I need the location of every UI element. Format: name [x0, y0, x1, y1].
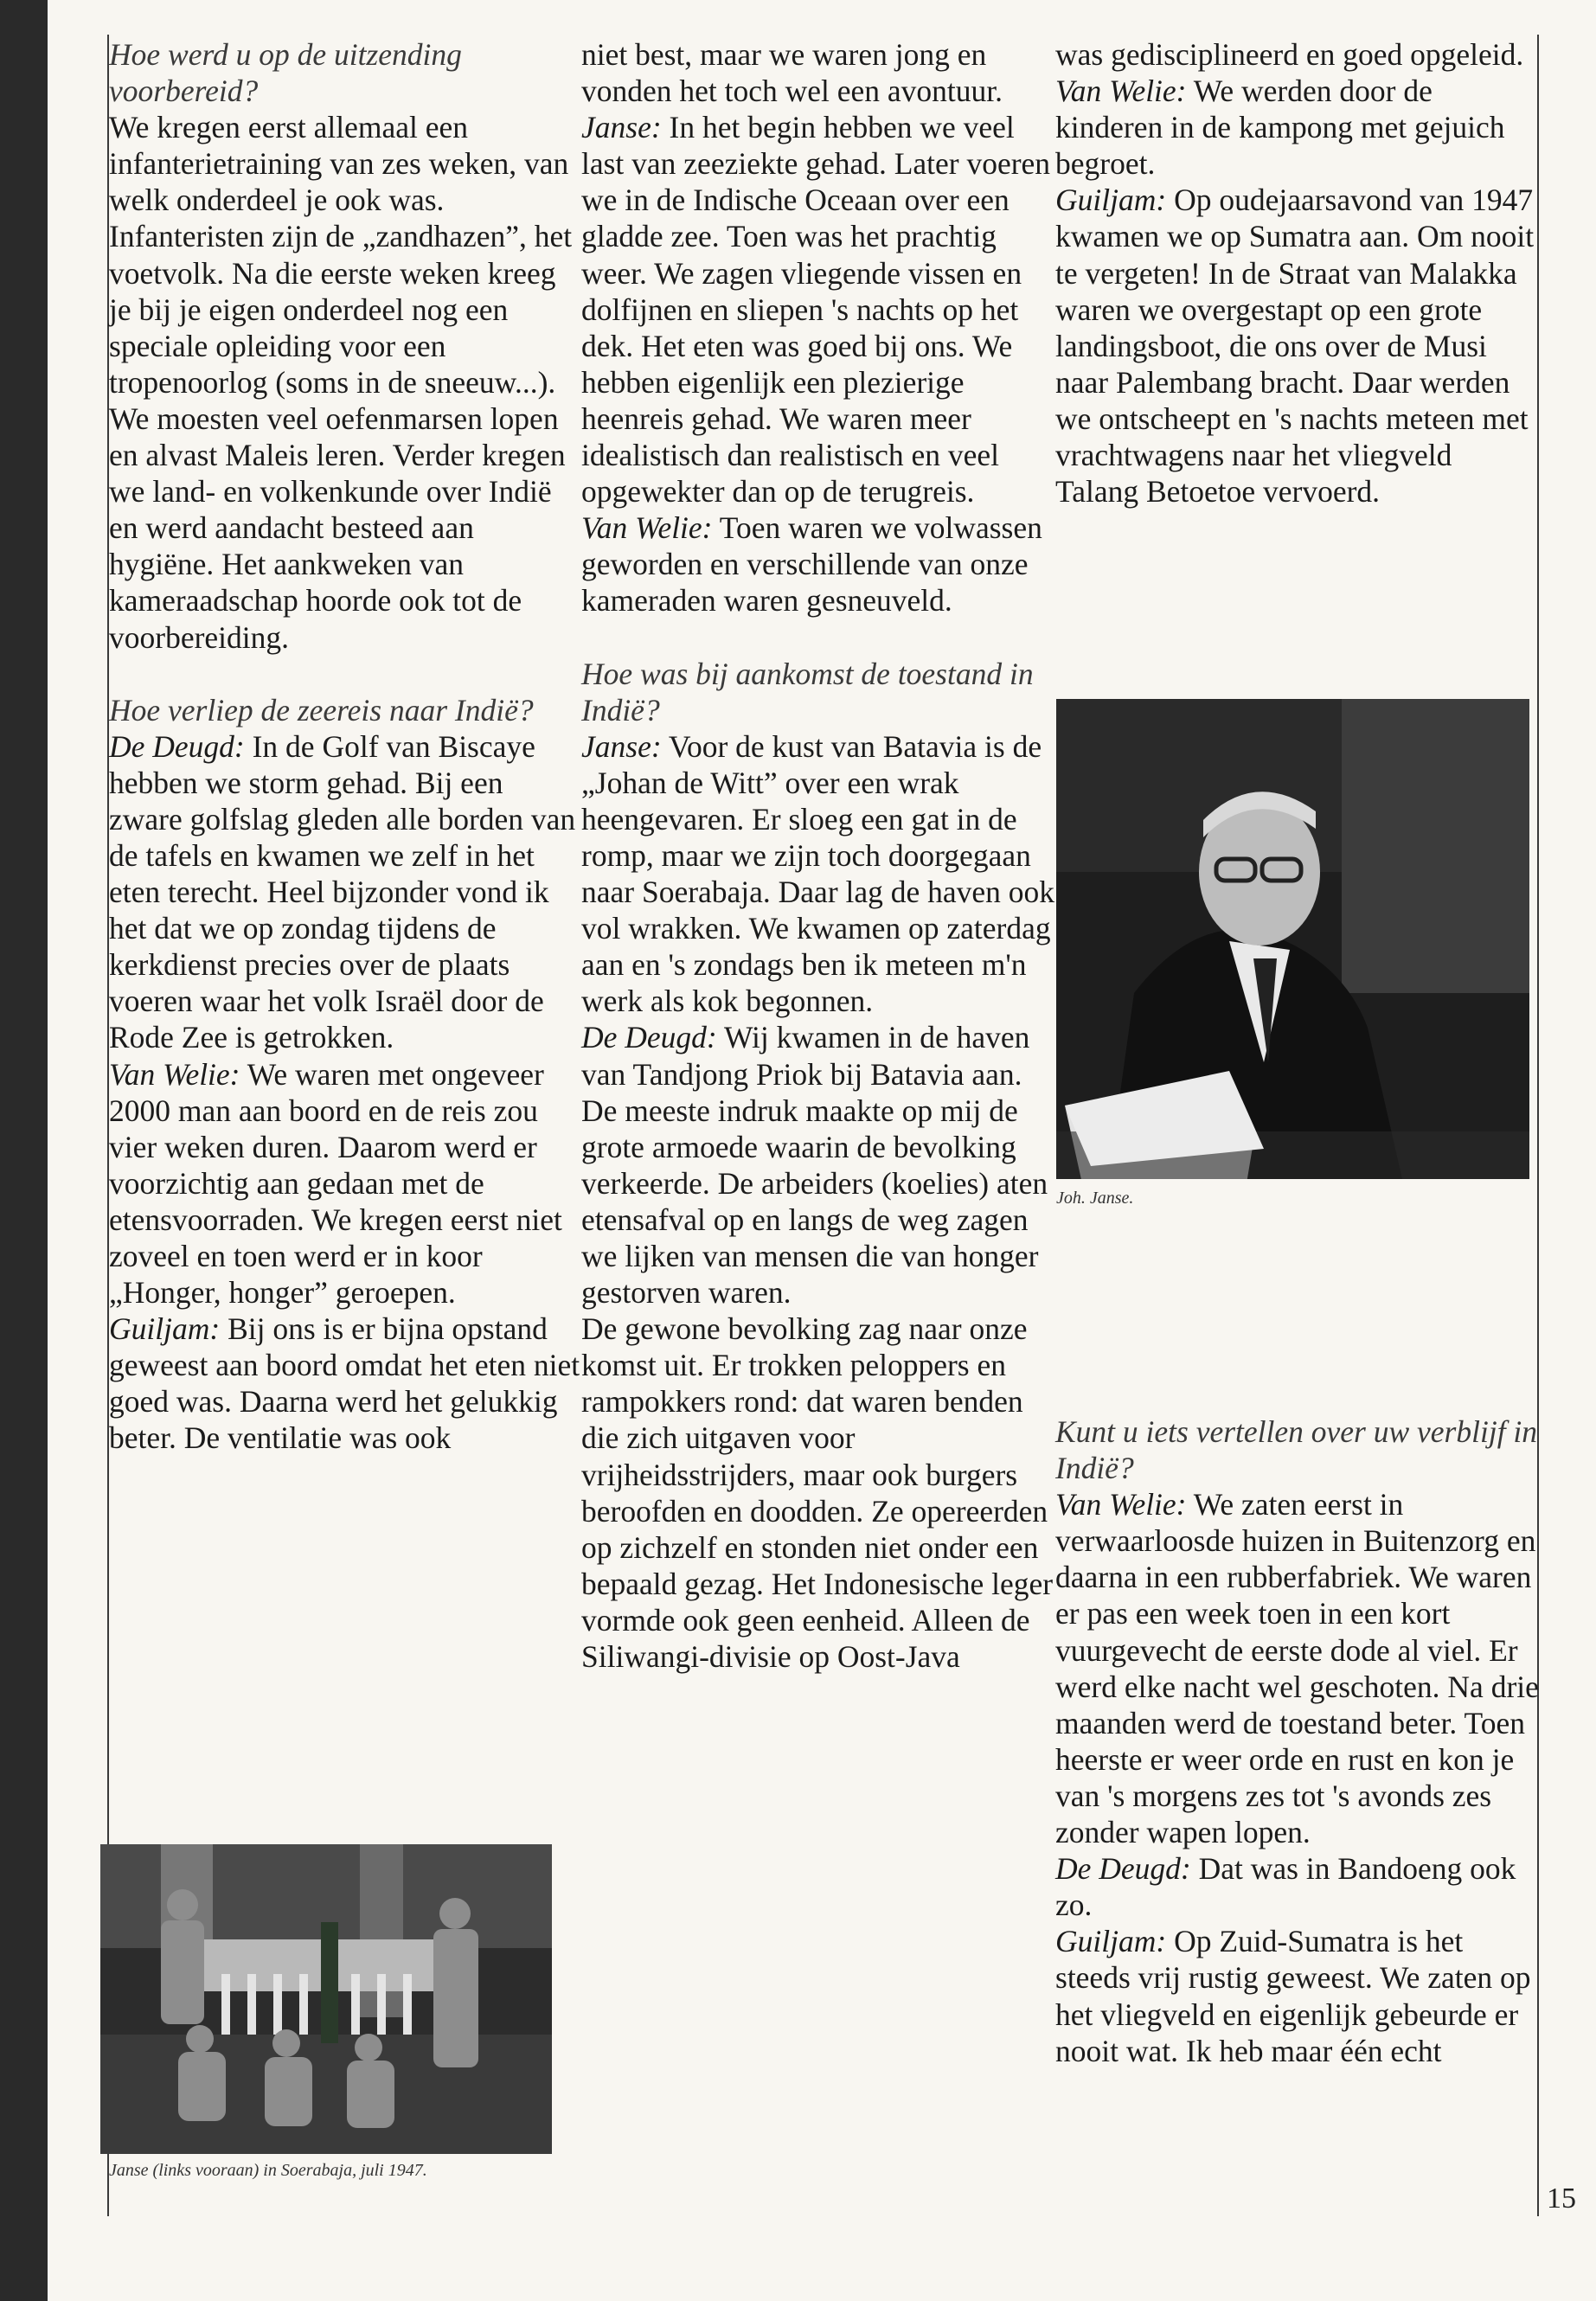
answer-text: Toen waren we volwassen geworden en verschillende van onze kameraden waren gesneuveld. — [581, 510, 1042, 619]
question-heading: Hoe werd u op de uitzending voorbereid? — [109, 37, 462, 109]
magazine-page — [48, 0, 1596, 2301]
answer-paragraph — [1055, 1923, 1540, 2068]
answer-text: In de Golf van Biscaye hebben we storm gehad. Bij een zware golfslag gleden alle borden van de tafels en kwamen we zelf in het eten terecht. Heel bijzonder vond ik het dat we op zondag tijdens de kerkdienst precies over de plaats voeren waar het volk Israël door de Rode Zee is getrokken. — [109, 728, 576, 1055]
answer-text: We zaten eerst in verwaarloosde huizen in Buitenzorg en daarna in een rubberfabriek. We waren er pas een week toen in een kort vuurgevecht de eerste dode al viel. Er werd elke nacht wel geschoten. Na drie maanden werd de toestand beter. Toen heerste er weer orde en rust en kon je van 's morgens zes tot 's avonds zes zonder wapen lopen. — [1055, 1487, 1539, 1850]
text-column-3-lower — [1055, 1413, 1540, 2069]
answer-paragraph — [1055, 1850, 1540, 1923]
answer-paragraph — [1055, 182, 1540, 510]
answer-paragraph: De gewone bevolking zag naar onze komst uit. Er trokken peloppers en rampokkers rond: dat waren benden die zich uitgaven voor vrijheidsstrijders, maar ook burgers beroofden en doodden. Ze opereerden op zichzelf en stonden niet onder een bepaald gezag. Het Indonesische leger vormde ook geen eenheid. Alleen de Siliwangi-divisie op Oost-Java — [581, 1311, 1054, 1675]
speaker-name: De Deugd: — [1055, 1851, 1191, 1887]
speaker-name: Van Welie: — [581, 510, 713, 546]
answer-paragraph — [1055, 1486, 1540, 1850]
page-number: 15 — [1547, 2182, 1576, 2214]
answer-paragraph — [581, 510, 1057, 619]
answer-paragraph — [109, 1311, 580, 1456]
question-heading: Kunt u iets vertellen over uw verblijf in Indië? — [1055, 1414, 1538, 1486]
speaker-name: De Deugd: — [109, 728, 245, 764]
speaker-name: Guiljam: — [1055, 183, 1167, 218]
question-heading: Hoe verliep de zeereis naar Indië? — [109, 692, 534, 727]
text-column-3 — [1055, 36, 1540, 510]
answer-text: Op oudejaarsavond van 1947 kwamen we op Sumatra aan. Om nooit te vergeten! In de Straat van Malakka waren we overgestapt op een grote landingsboot, die ons over de Musi naar Palembang bracht. Daar werden we ontscheept en 's nachts meteen met vrachtwagens naar het vliegveld Talang Betoetoe vervoerd. — [1055, 183, 1535, 510]
group-photo — [100, 1844, 552, 2154]
speaker-name: Janse: — [581, 728, 662, 764]
answer-text: Voor de kust van Batavia is de „Johan de Witt” over een wrak heengevaren. Er sloeg een gat in de romp, maar we zijn toch doorgegaan naar Soerabaja. Daar lag de haven ook vol wrakken. We kwamen op zaterdag aan en 's zondags ben ik meteen m'n werk als kok begonnen. — [581, 728, 1055, 1019]
speaker-name: Van Welie: — [109, 1056, 240, 1092]
speaker-name: Guiljam: — [109, 1311, 221, 1347]
text-column-2 — [581, 36, 1057, 1675]
speaker-name: Van Welie: — [1055, 74, 1187, 109]
speaker-name: Van Welie: — [1055, 1487, 1187, 1522]
text-column-1 — [109, 36, 580, 1457]
group-photo-caption: Janse (links vooraan) in Soerabaja, juli 1947. — [109, 2161, 427, 2180]
answer-text: We waren met ongeveer 2000 man aan boord en de reis zou vier weken duren. Daarom werd er voorzichtig aan gedaan met de etensvoorraden. We kregen eerst niet zoveel en toen werd er in koor „Honger, honger” geroepen. — [109, 1056, 562, 1311]
portrait-photo-caption: Joh. Janse. — [1056, 1189, 1134, 1208]
portrait-photo — [1056, 699, 1529, 1179]
answer-paragraph: niet best, maar we waren jong en vonden het toch wel een avontuur. — [581, 37, 1003, 109]
answer-paragraph: We kregen eerst allemaal een infanterietraining van zes weken, van welk onderdeel je ook was. Infanteristen zijn de „zandhazen”, het voetvolk. Na die eerste weken kreeg je bij je eigen onderdeel nog een speciale opleiding voor een tropenoorlog (soms in de sneeuw...). We moesten veel oefenmarsen lopen en alvast Maleis leren. Verder kregen we land- en volkenkunde over Indië en werd aandacht besteed aan hygiëne. Het aankweken van kameraadschap hoorde ook tot de voorbereiding. — [109, 110, 573, 655]
answer-paragraph — [109, 1056, 580, 1311]
answer-text: We werden door de kinderen in de kampong met gejuich begroet. — [1055, 74, 1505, 182]
speaker-name: De Deugd: — [581, 1020, 717, 1055]
answer-paragraph — [581, 728, 1057, 1020]
answer-text: Bij ons is er bijna opstand geweest aan boord omdat het eten niet goed was. Daarna werd het gelukkig beter. De ventilatie was ook — [109, 1311, 580, 1456]
question-heading: Hoe was bij aankomst de toestand in Indië? — [581, 656, 1034, 727]
answer-paragraph — [1055, 73, 1540, 182]
answer-text: Dat was in Bandoeng ook zo. — [1055, 1851, 1516, 1923]
answer-text: Op Zuid-Sumatra is het steeds vrij rustig geweest. We zaten op het vliegveld en eigenlijk gebeurde er nooit wat. Ik heb maar één echt — [1055, 1924, 1531, 2068]
answer-text: In het begin hebben we veel last van zeeziekte gehad. Later voeren we in de Indische Oceaan over een gladde zee. Toen was het prachtig weer. We zagen vliegende vissen en dolfijnen en sliepen 's nachts op het dek. Het eten was goed bij ons. We hebben eigenlijk een plezierige heenreis gehad. We waren meer idealistisch dan realistisch en veel opgewekter dan op de terugreis. — [581, 110, 1051, 510]
speaker-name: Janse: — [581, 110, 662, 145]
answer-text: Wij kwamen in de haven van Tandjong Priok bij Batavia aan. De meeste indruk maakte op mij de grote armoede waarin de bevolking verkeerde. De arbeiders (koelies) aten etensafval op en langs de weg zagen we lijken van mensen die van honger gestorven waren. — [581, 1020, 1048, 1311]
answer-paragraph — [581, 1019, 1057, 1311]
answer-paragraph — [109, 728, 580, 1056]
answer-paragraph — [581, 109, 1057, 510]
answer-paragraph: was gedisciplineerd en goed opgeleid. — [1055, 37, 1524, 72]
speaker-name: Guiljam: — [1055, 1924, 1167, 1959]
